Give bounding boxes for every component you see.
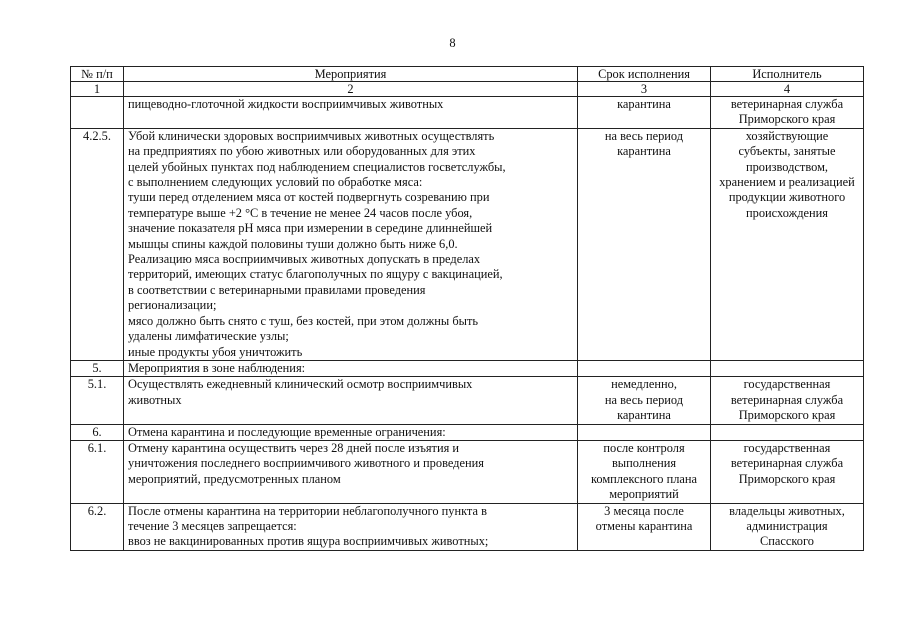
- measure-line: в соответствии с ветеринарными правилами проведения: [128, 282, 426, 297]
- measure-line: течение 3 месяцев запрещается:: [128, 518, 297, 533]
- deadline-cell: [578, 128, 711, 360]
- measure-line: удалены лимфатические узлы;: [128, 329, 289, 344]
- executor-line: субъекты, занятые: [738, 144, 836, 159]
- measure-line: на предприятиях по убою животных или оборудованных для этих: [128, 144, 476, 159]
- measure-line: Осуществлять ежедневный клинический осмотр восприимчивых: [128, 377, 473, 392]
- header-num: № п/п: [71, 67, 124, 82]
- measure-line: ввоз не вакцинированных против ящура восприимчивых животных;: [128, 534, 489, 549]
- deadline-line: карантина: [617, 144, 671, 159]
- measure-line: Отмену карантина осуществить через 28 дней после изъятия и: [128, 440, 460, 455]
- executor-line: ветеринарная служба: [730, 456, 844, 471]
- measure-cell: [124, 128, 578, 360]
- measure-line: пищеводно-глоточной жидкости восприимчивых животных: [128, 97, 444, 111]
- measure-line: Реализацию мяса восприимчивых животных допускать в пределах: [128, 252, 481, 267]
- measure-cell: [124, 97, 578, 129]
- column-number: 2: [124, 82, 578, 97]
- deadline-line: на весь период: [604, 392, 684, 407]
- deadline-line: карантина: [617, 97, 671, 111]
- executor-cell: [711, 377, 864, 424]
- measures-table: [70, 66, 864, 551]
- measure-line: мышцы спины каждой половины туши должно быть ниже 6,0.: [128, 236, 458, 251]
- executor-line: ветеринарная служба: [730, 392, 844, 407]
- measure-line: Отмена карантина и последующие временные ограничения:: [128, 424, 446, 439]
- measure-line: животных: [128, 392, 182, 407]
- executor-cell: [711, 424, 864, 440]
- measure-line: туши перед отделением мяса от костей подвергнуть созреванию при: [128, 190, 490, 205]
- measure-line: температуре выше +2 °С в течение не менее 24 часов после убоя,: [128, 205, 473, 220]
- section-row: [71, 360, 864, 376]
- column-number: 3: [578, 82, 711, 97]
- executor-line: происхождения: [746, 205, 828, 220]
- item-number: 5.1.: [71, 377, 124, 424]
- measure-cell: [124, 424, 578, 440]
- measure-cell: [124, 377, 578, 424]
- table-row: [71, 97, 864, 129]
- executor-cell: [711, 97, 864, 129]
- deadline-line: после контроля: [603, 440, 685, 455]
- item-number: 4.2.5.: [71, 128, 124, 360]
- column-number: 4: [711, 82, 864, 97]
- executor-line: Спасского: [760, 534, 814, 549]
- measure-line: иные продукты убоя уничтожить: [128, 344, 303, 359]
- deadline-line: комплексного плана: [590, 471, 698, 486]
- item-number: 6.1.: [71, 440, 124, 503]
- item-number: [71, 97, 124, 129]
- executor-line: Приморского края: [738, 408, 836, 423]
- table-row: [71, 128, 864, 360]
- measure-cell: [124, 440, 578, 503]
- executor-cell: [711, 440, 864, 503]
- executor-line: государственная: [743, 440, 831, 455]
- measure-line: мероприятий, предусмотренных планом: [128, 471, 341, 486]
- deadline-line: немедленно,: [611, 377, 677, 392]
- executor-line: Приморского края: [738, 112, 836, 127]
- page-number: 8: [449, 36, 456, 50]
- measure-cell: [124, 503, 578, 550]
- header-deadline: Срок исполнения: [578, 67, 711, 82]
- executor-cell: [711, 503, 864, 550]
- item-number: 6.: [71, 424, 124, 440]
- section-row: [71, 424, 864, 440]
- header-executor: Исполнитель: [711, 67, 864, 82]
- deadline-cell: [578, 97, 711, 129]
- measure-line: После отмены карантина на территории неблагополучного пункта в: [128, 503, 487, 518]
- deadline-cell: [578, 440, 711, 503]
- deadline-line: отмены карантина: [595, 518, 693, 533]
- executor-line: хозяйствующие: [745, 128, 829, 143]
- header-measure: Мероприятия: [124, 67, 578, 82]
- table-row: [71, 440, 864, 503]
- executor-cell: [711, 128, 864, 360]
- deadline-line: выполнения: [611, 456, 677, 471]
- measure-line: мясо должно быть снято с туш, без костей, при этом должны быть: [128, 313, 479, 328]
- item-number: 5.: [71, 360, 124, 376]
- deadline-cell: [578, 360, 711, 376]
- deadline-cell: [578, 424, 711, 440]
- table-body: [71, 67, 864, 551]
- column-number-row: [71, 82, 864, 97]
- column-number: 1: [71, 82, 124, 97]
- table-row: [71, 503, 864, 550]
- measure-cell: [124, 360, 578, 376]
- measure-line: территорий, имеющих статус благополучных по ящуру с вакцинацией,: [128, 267, 503, 282]
- deadline-line: 3 месяца после: [604, 503, 684, 518]
- measure-line: значение показателя pH мяса при измерении в середине длиннейшей: [128, 221, 493, 236]
- executor-line: государственная: [743, 377, 831, 392]
- measure-line: Мероприятия в зоне наблюдения:: [128, 360, 306, 375]
- deadline-line: на весь период: [604, 128, 684, 143]
- measure-line: целей убойных пунктах под наблюдением специалистов госветслужбы,: [128, 159, 506, 174]
- executor-cell: [711, 360, 864, 376]
- executor-line: владельцы животных,: [729, 503, 845, 518]
- executor-line: ветеринарная служба: [730, 97, 844, 111]
- item-number: 6.2.: [71, 503, 124, 550]
- deadline-cell: [578, 377, 711, 424]
- measure-line: с выполнением следующих условий по обработке мяса:: [128, 175, 423, 190]
- deadline-line: мероприятий: [609, 487, 679, 502]
- executor-line: продукции животного: [728, 190, 846, 205]
- header-row: [71, 67, 864, 82]
- deadline-line: карантина: [617, 408, 671, 423]
- table-row: [71, 377, 864, 424]
- measure-line: регионализации;: [128, 298, 217, 313]
- measure-line: уничтожения последнего восприимчивого животного и проведения: [128, 456, 484, 471]
- executor-line: хранением и реализацией: [719, 175, 855, 190]
- deadline-cell: [578, 503, 711, 550]
- executor-line: администрация: [746, 518, 828, 533]
- measure-line: Убой клинически здоровых восприимчивых животных осуществлять: [128, 128, 495, 143]
- executor-line: производством,: [745, 159, 829, 174]
- executor-line: Приморского края: [738, 471, 836, 486]
